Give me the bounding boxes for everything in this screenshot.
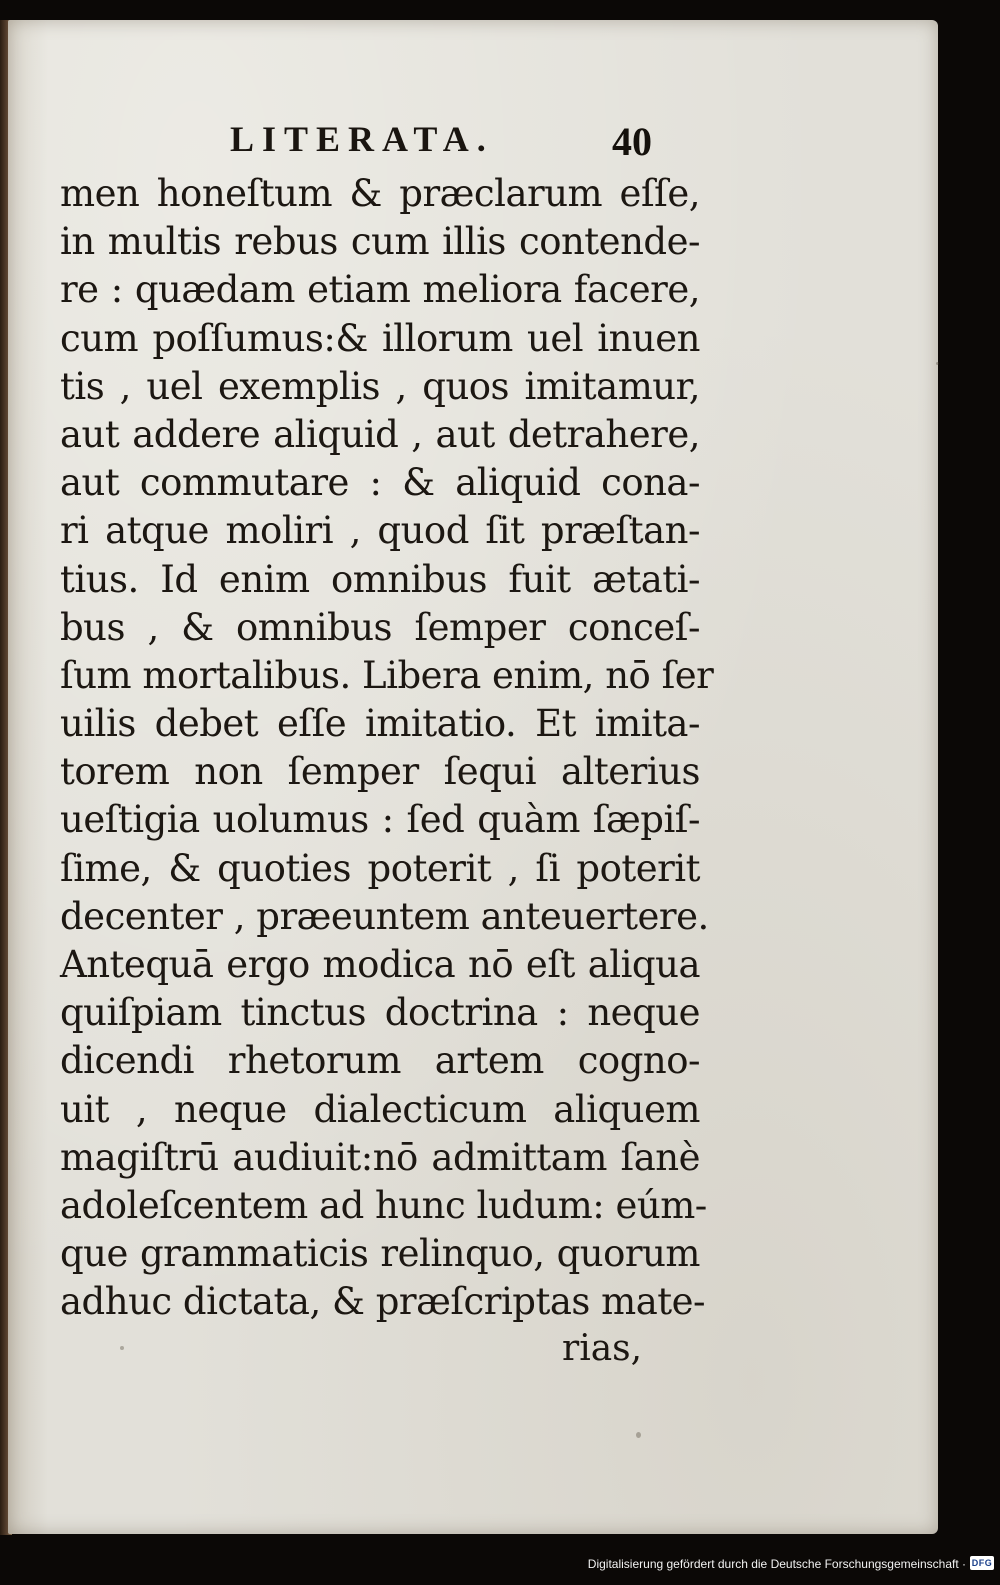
text-line: uit , neque dialecticum aliquem xyxy=(60,1087,700,1131)
paper-speck xyxy=(936,362,939,365)
text-line: quiſpiam tinctus doctrina : neque xyxy=(60,991,700,1035)
text-line: aut addere aliquid , aut detrahere, xyxy=(60,412,700,456)
digitization-footer xyxy=(0,1549,1000,1585)
text-line: tis , uel exemplis , quos imitamur, xyxy=(60,364,700,408)
text-line: ſime, & quoties poterit , ſi poterit xyxy=(60,846,700,890)
text-line: Antequā ergo modica nō eſt aliqua xyxy=(60,943,700,986)
text-line: uilis debet eſſe imitatio. Et imita- xyxy=(60,702,700,746)
catchword: rias, xyxy=(562,1328,643,1369)
text-line: ri atque moliri , quod ſit præſtan- xyxy=(60,509,700,553)
running-head xyxy=(8,118,938,168)
text-line: torem non ſemper ſequi alterius xyxy=(60,750,700,794)
text-line: ueſtigia uolumus : ſed quàm ſæpiſ- xyxy=(60,798,700,842)
text-line: cum poſſumus:& illorum uel inuen xyxy=(60,316,700,360)
text-line: in multis rebus cum illis contende- xyxy=(60,220,700,264)
catchword-row xyxy=(8,1328,938,1378)
text-line: adoleſcentem ad hunc ludum: eúm- xyxy=(60,1183,707,1227)
running-title: LITERATA. xyxy=(230,119,494,159)
text-line: ſum mortalibus. Libera enim, nō ſer xyxy=(60,653,714,697)
funding-credit: Digitalisierung gefördert durch die Deutsche Forschungsgemeinschaft · xyxy=(587,1557,966,1571)
dfg-logo: DFG xyxy=(971,1558,993,1568)
page-number: 40 xyxy=(612,119,652,164)
paper-speck xyxy=(636,1432,641,1438)
text-line: decenter , præeuntem anteuertere. xyxy=(60,894,709,938)
text-line: aut commutare : & aliquid cona- xyxy=(60,461,700,505)
text-line: men honeſtum & præclarum eſſe, xyxy=(60,172,700,215)
text-line: que grammaticis relinquo, quorum xyxy=(60,1232,700,1276)
text-line: bus , & omnibus ſemper conceſ- xyxy=(60,605,700,649)
text-line: tius. Id enim omnibus fuit ætati- xyxy=(60,557,700,601)
paper-speck xyxy=(120,1346,124,1350)
text-line: dicendi rhetorum artem cogno- xyxy=(60,1039,700,1083)
text-block xyxy=(60,170,714,1327)
text-line: adhuc dictata, & præſcriptas mate- xyxy=(60,1280,706,1324)
book-page xyxy=(8,20,938,1534)
text-line: re : quædam etiam meliora facere, xyxy=(60,268,700,312)
text-line: magiſtrū audiuit:nō admittam ſanè xyxy=(60,1135,700,1179)
